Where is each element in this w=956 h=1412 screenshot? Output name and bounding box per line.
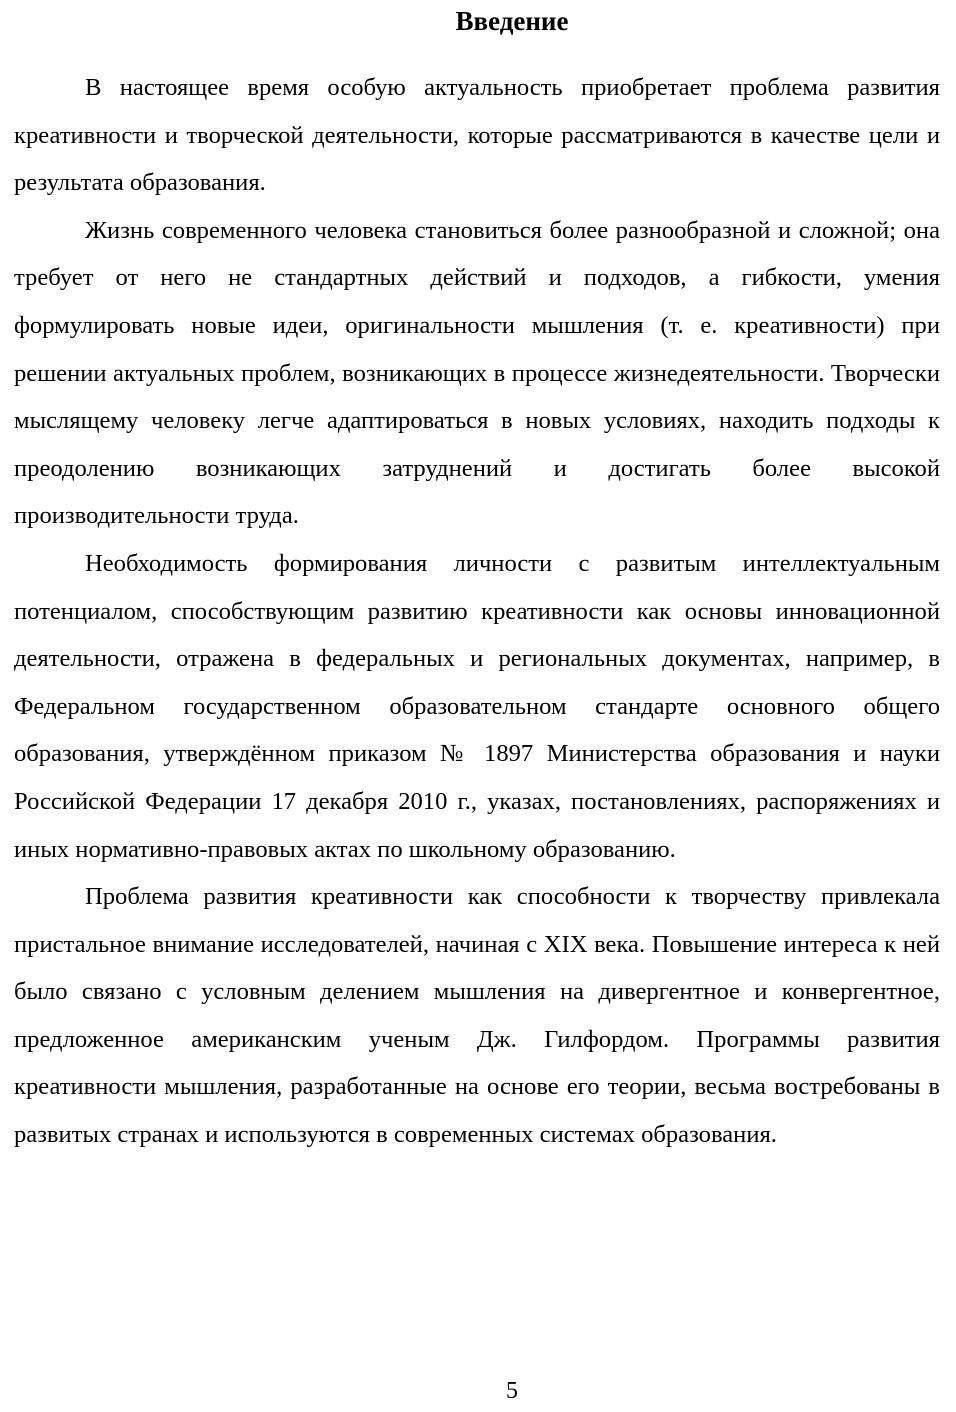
paragraph-2: Жизнь современного человека становиться более разнообразной и сложной; она требует от него не стандартных действий и подходов, а гибкости, умения формулировать новые идеи, оригинальности мышления (т. е. креативности) при решении актуальных проблем, возникающих в процессе жизнедеятельности. Творчески мыслящему человеку легче адаптироваться в новых условиях, находить подходы к преодолению возникающих затруднений и достигать более высокой производительности труда.: [14, 216, 940, 530]
body-text: [14, 64, 940, 1159]
paragraph-3: Необходимость формирования личности с развитым интеллектуальным потенциалом, способствующим развитию креативности как основы инновационной деятельности, отражена в федеральных и региональных документах, например, в Федеральном государственном образовательном стандарте основного общего образования, утверждённом приказом № 1897 Министерства образования и науки Российской Федерации 17 декабря 2010 г., указах, постановлениях, распоряжениях и иных нормативно-правовых актах по школьному образованию.: [14, 549, 940, 863]
page-title: Введение: [455, 6, 569, 36]
paragraph-4: Проблема развития креативности как способности к творчеству привлекала пристальное внимание исследователей, начиная с XIX века. Повышение интереса к ней было связано с условным делением мышления на дивергентное и конвергентное, предложенное американским ученым Дж. Гилфордом. Программы развития креативности мышления, разработанные на основе его теории, весьма востребованы в развитых странах и используются в современных системах образования.: [14, 883, 940, 1149]
paragraph-1: В настоящее время особую актуальность приобретает проблема развития креативности и творческой деятельности, которые рассматриваются в качестве цели и результата образования.: [14, 74, 940, 197]
page-number: 5: [506, 1378, 518, 1404]
